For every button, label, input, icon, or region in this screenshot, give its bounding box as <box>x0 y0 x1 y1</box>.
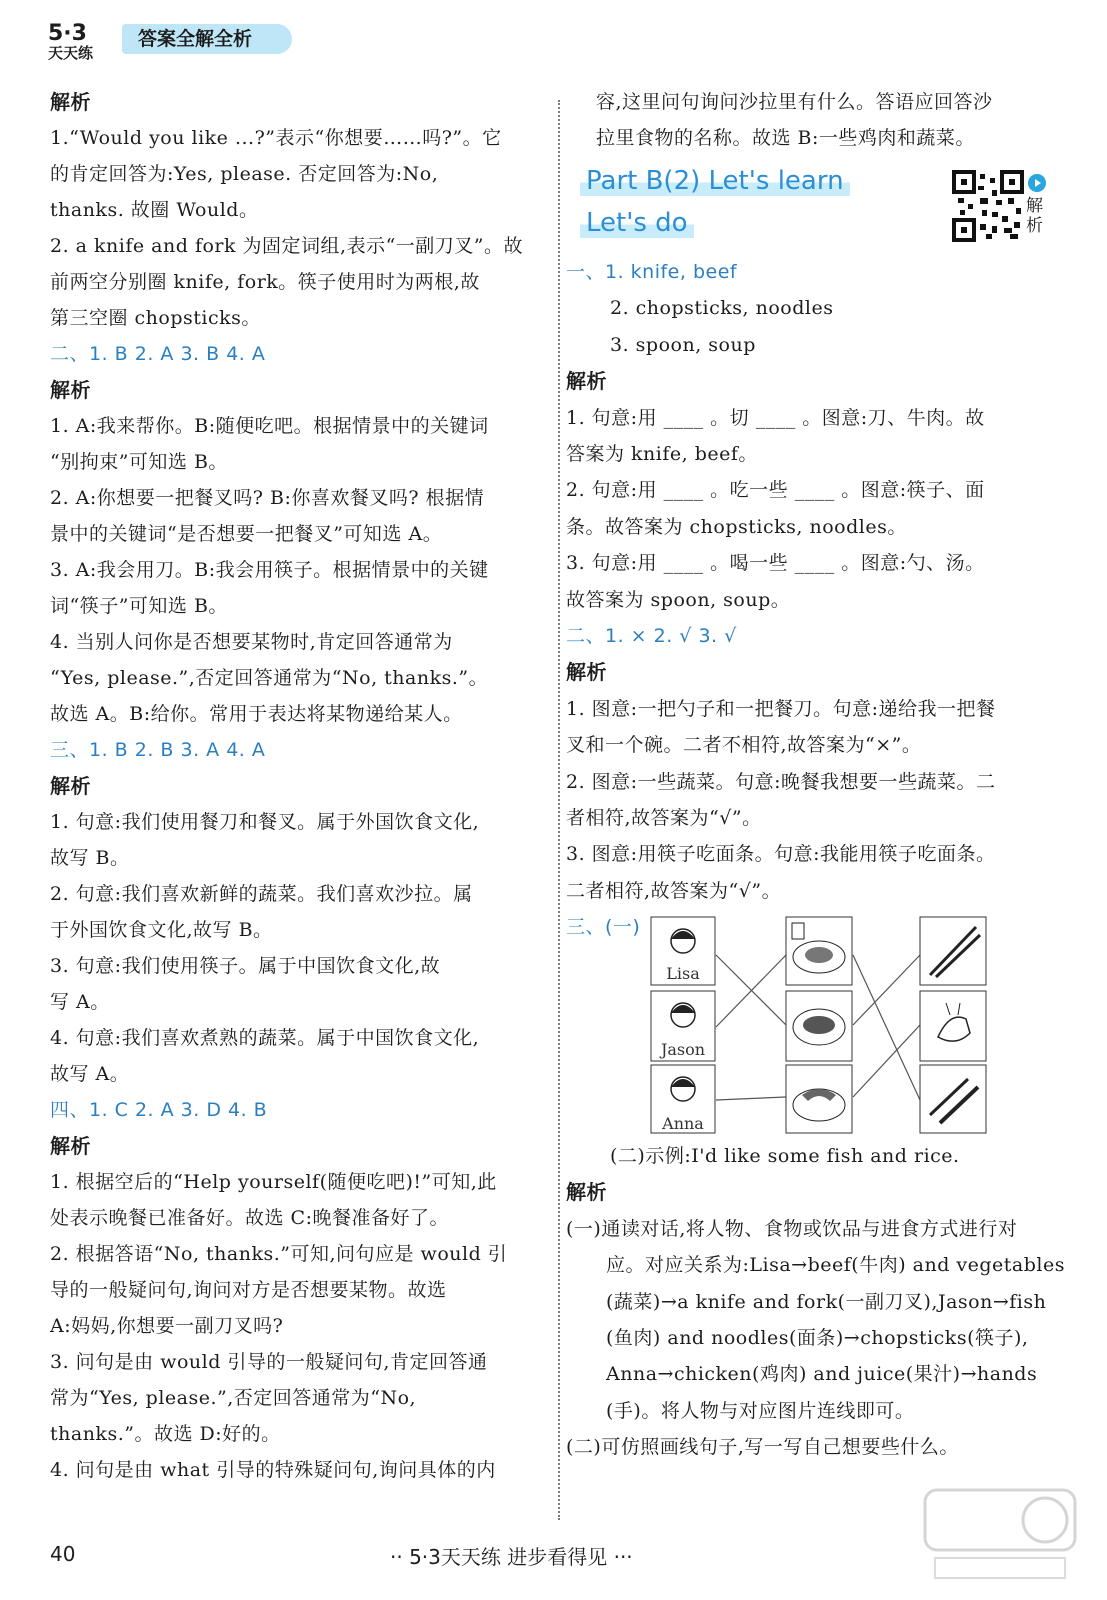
text-line: 解析 <box>50 90 91 114</box>
person-label-lisa: Lisa <box>666 964 700 983</box>
food-plate-3 <box>786 1065 852 1133</box>
text-line: 4. 问句是由 what 引导的特殊疑问句,询问具体的内 <box>50 1459 496 1481</box>
person-label-jason: Jason <box>660 1040 706 1059</box>
footer-slogan: ·· 5·3天天练 进步看得见 ··· <box>390 1545 633 1569</box>
text-line: 的肯定回答为:Yes, please. 否定回答为:No, <box>50 163 439 185</box>
text-line: Anna→chicken(鸡肉) and juice(果汁)→hands <box>606 1363 1038 1386</box>
text-line: 应。对应关系为:Lisa→beef(牛肉) and vegetables <box>606 1254 1065 1277</box>
text-line: 解析 <box>50 378 91 402</box>
text-line: “别拘束”可知选 B。 <box>50 451 228 473</box>
text-line: 1.“Would you like ...?”表示“你想要……吗?”。它 <box>50 127 502 149</box>
text-line: (一)通读对话,将人物、食物或饮品与进食方式进行对 <box>566 1217 1018 1240</box>
knife-and-fork-icon <box>920 1065 986 1133</box>
text-line: 1. 句意:我们使用餐刀和餐叉。属于外国饮食文化, <box>50 811 480 833</box>
page-number: 40 <box>50 1542 76 1566</box>
food-plate-2 <box>786 991 852 1061</box>
text-line: A:妈妈,你想要一副刀叉吗? <box>50 1315 284 1337</box>
svg-text:5·3: 5·3 <box>48 21 87 46</box>
person-anna <box>651 1065 715 1133</box>
text-line: 四、1. C 2. A 3. D 4. B <box>50 1099 268 1121</box>
text-line: 2. A:你想要一把餐叉吗? B:你喜欢餐叉吗? 根据情 <box>50 487 485 509</box>
text-line: (鱼肉) and noodles(面条)→chopsticks(筷子), <box>606 1327 1029 1349</box>
text-line: 3. spoon, soup <box>610 333 756 356</box>
text-line: 第三空圈 chopsticks。 <box>50 307 261 329</box>
text-line: 条。故答案为 chopsticks, noodles。 <box>566 515 907 538</box>
column-divider <box>558 100 560 1520</box>
text-line: 写 A。 <box>50 991 110 1013</box>
text-line: 2. 句意:我们喜欢新鲜的蔬菜。我们喜欢沙拉。属 <box>50 883 473 905</box>
text-line: 常为“Yes, please.”,否定回答通常为“No, <box>50 1387 417 1409</box>
text-line: 叉和一个碗。二者不相符,故答案为“×”。 <box>566 734 922 757</box>
part-b-title: Part B(2) Let's learn <box>580 166 850 196</box>
text-line: 4. 当别人问你是否想要某物时,肯定回答通常为 <box>50 631 453 653</box>
text-line: 1. 根据空后的“Help yourself(随便吃吧)!”可知,此 <box>50 1171 497 1193</box>
text-line: 者相符,故答案为“√”。 <box>566 807 762 829</box>
part-b-subtitle: Let's do <box>580 208 694 238</box>
svg-text:天天练: 天天练 <box>48 44 94 62</box>
text-line: 故选 A。B:给你。常用于表达将某物递给某人。 <box>50 703 463 725</box>
text-line: 拉里食物的名称。故选 B:一些鸡肉和蔬菜。 <box>596 127 975 149</box>
text-line: 解析 <box>50 774 91 798</box>
text-line: thanks.”。故选 D:好的。 <box>50 1423 281 1445</box>
text-line: 答案为 knife, beef。 <box>566 443 758 465</box>
text-line: 处表示晚餐已准备好。故选 C:晚餐准备好了。 <box>50 1207 449 1229</box>
part-b-heading <box>580 166 880 256</box>
text-line: 3. 问句是由 would 引导的一般疑问句,肯定回答通 <box>50 1351 488 1373</box>
text-line: 2. 图意:一些蔬菜。句意:晚餐我想要一些蔬菜。二 <box>566 770 996 793</box>
text-line: 3. 句意:我们使用筷子。属于中国饮食文化,故 <box>50 955 441 977</box>
text-line: 三、(一) <box>566 916 641 939</box>
text-line: (蔬菜)→a knife and fork(一副刀叉),Jason→fish <box>606 1290 1047 1313</box>
text-line: 二、1. × 2. √ 3. √ <box>566 625 737 647</box>
text-line: 容,这里问句询问沙拉里有什么。答语应回答沙 <box>596 91 993 113</box>
text-line: (手)。将人物与对应图片连线即可。 <box>606 1399 915 1422</box>
text-line: 1. 图意:一把勺子和一把餐刀。句意:递给我一把餐 <box>566 697 996 720</box>
text-line: 景中的关键词“是否想要一把餐叉”可知选 A。 <box>50 523 443 545</box>
text-line: 一、1. knife, beef <box>566 261 738 283</box>
brand-logo <box>46 18 118 62</box>
matching-diagram <box>650 915 990 1135</box>
person-label-anna: Anna <box>662 1114 704 1133</box>
text-line: 故答案为 spoon, soup。 <box>566 588 791 611</box>
text-line: 2. 根据答语“No, thanks.”可知,问句应是 would 引 <box>50 1243 508 1265</box>
text-line: 1. 句意:用 ____ 。切 ____ 。图意:刀、牛肉。故 <box>566 406 985 429</box>
text-line: 二者相符,故答案为“√”。 <box>566 879 782 902</box>
person-lisa <box>651 917 715 985</box>
qr-code[interactable] <box>952 170 1024 242</box>
play-icon[interactable] <box>1028 174 1046 192</box>
text-line: 3. A:我会用刀。B:我会用筷子。根据情景中的关键 <box>50 559 489 581</box>
text-line: 2. a knife and fork 为固定词组,表示“一副刀叉”。故 <box>50 235 524 257</box>
text-line: 解析 <box>566 1180 607 1205</box>
text-line: 3. 图意:用筷子吃面条。句意:我能用筷子吃面条。 <box>566 843 996 866</box>
text-line: 2. chopsticks, noodles <box>610 297 834 320</box>
hands-icon <box>920 991 986 1061</box>
text-line: (二)示例:I'd like some fish and rice. <box>610 1145 960 1167</box>
person-jason <box>651 991 715 1061</box>
text-line: 解析 <box>50 1134 91 1158</box>
section-title: 答案全解全析 <box>122 24 292 54</box>
qr-label: 解析 <box>1026 196 1043 236</box>
text-line: 解析 <box>566 369 607 394</box>
text-line: “Yes, please.”,否定回答通常为“No, thanks.”。 <box>50 667 489 689</box>
chopsticks-icon <box>920 917 986 985</box>
text-line: 三、1. B 2. B 3. A 4. A <box>50 739 266 761</box>
text-line: 3. 句意:用 ____ 。喝一些 ____ 。图意:勺、汤。 <box>566 552 985 575</box>
text-line: (二)可仿照画线句子,写一写自己想要些什么。 <box>566 1436 959 1459</box>
text-line: 1. A:我来帮你。B:随便吃吧。根据情景中的关键词 <box>50 415 489 437</box>
text-line: 导的一般疑问句,询问对方是否想要某物。故选 <box>50 1279 447 1301</box>
text-line: 二、1. B 2. A 3. B 4. A <box>50 343 266 365</box>
text-line: 故写 B。 <box>50 847 130 869</box>
text-line: 前两空分别圈 knife, fork。筷子使用时为两根,故 <box>50 271 480 293</box>
text-line: 词“筷子”可知选 B。 <box>50 595 228 617</box>
watermark-logo <box>915 1470 1085 1590</box>
food-plate-1 <box>786 917 852 985</box>
text-line: 4. 句意:我们喜欢煮熟的蔬菜。属于中国饮食文化, <box>50 1027 480 1049</box>
text-line: thanks. 故圈 Would。 <box>50 199 259 221</box>
text-line: 2. 句意:用 ____ 。吃一些 ____ 。图意:筷子、面 <box>566 479 985 502</box>
text-line: 于外国饮食文化,故写 B。 <box>50 919 273 941</box>
text-line: 故写 A。 <box>50 1063 130 1085</box>
text-line: 解析 <box>566 660 607 685</box>
